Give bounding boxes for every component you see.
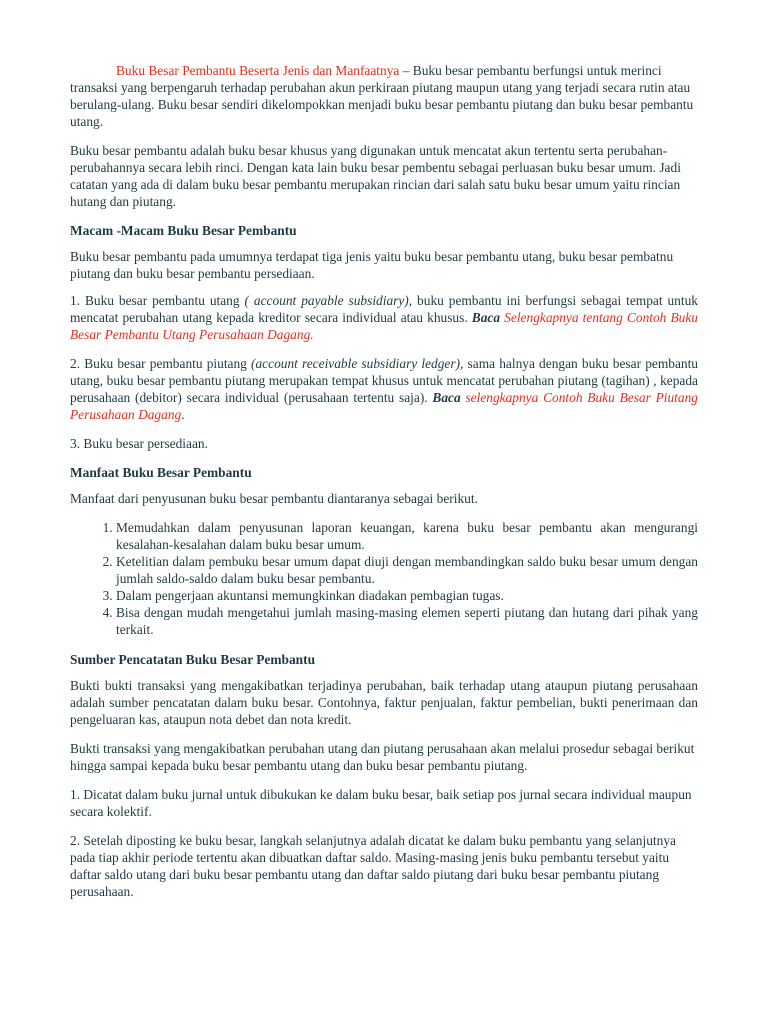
item2-link[interactable]: selengkapnya Contoh Buku Besar Piutang Perusahaan Dagang: [70, 390, 698, 422]
macam-intro: Buku besar pembantu pada umumnya terdapat tiga jenis yaitu buku besar pembantu utang, buku besar pembatnu piutang dan buku besar pembantu persediaan.: [70, 249, 674, 281]
list-item: 3. Dalam pengerjaan akuntansi memungkinkan diadakan pembagian tugas.: [116, 587, 698, 604]
macam-item-1: [70, 292, 698, 343]
heading-sumber: Sumber Pencatatan Buku Besar Pembantu: [70, 652, 316, 667]
item1-link[interactable]: Selengkapnya tentang Contoh Buku Besar Pembantu Utang Perusahaan Dagang.: [70, 310, 698, 342]
intro-text: Buku besar pembantu berfungsi untuk merinci transaksi yang berpengaruh terhadap perubahan akun perkiraan piutang maupun utang yang terjadi secara rutin atau berulang-ulang. Buku besar sendiri dikelompokkan menjadi buku besar pembantu piutang dan buku besar pembantu utang.: [70, 63, 694, 129]
item2-term: (account receivable subsidiary ledger),: [251, 356, 464, 371]
item2-end: .: [181, 407, 185, 422]
item1-term: ( account payable subsidiary),: [244, 293, 413, 308]
document-page: [70, 62, 698, 910]
manfaat-list: [70, 519, 698, 638]
list-item: 2. Ketelitian dalam pembuku besar umum dapat diuji dengan membandingkan saldo buku besar umum dengan jumlah saldo-saldo dalam buku besar pembantu.: [116, 553, 698, 587]
item1-baca: Baca: [471, 310, 501, 325]
item2-lead: 2. Buku besar pembantu piutang: [70, 356, 252, 371]
macam-item-2: [70, 355, 698, 423]
sumber-paragraph-2: Bukti transaksi yang mengakibatkan perubahan utang dan piutang perusahaan akan melalui prosedur sebagai berikut hingga sampai kepada buku besar pembantu utang dan buku besar pembantu piutang.: [70, 741, 695, 773]
item1-lead: 1. Buku besar pembantu utang: [70, 293, 245, 308]
sumber-step-1: 1. Dicatat dalam buku jurnal untuk dibukukan ke dalam buku besar, baik setiap pos jurnal secara individual maupun secara kolektif.: [70, 787, 692, 819]
macam-item-3: 3. Buku besar persediaan.: [70, 436, 208, 451]
item1-body: buku pembantu ini berfungsi sebagai tempat untuk mencatat perubahan utang kepada kreditor secara individual atau khusus.: [70, 293, 698, 325]
item2-baca: Baca: [432, 390, 461, 405]
sumber-paragraph-1: Bukti bukti transaksi yang mengakibatkan terjadinya perubahan, baik terhadap utang ataupun piutang perusahaan adalah sumber pencatatan dalam buku besar. Contohnya, faktur penjualan, faktur pembelian, bukti penerimaan dan pengeluaran kas, ataupun nota debet dan nota kredit.: [70, 678, 698, 727]
definition-paragraph: Buku besar pembantu adalah buku besar khusus yang digunakan untuk mencatat akun tertentu serta perubahan-perubahannya secara lebih rinci. Dengan kata lain buku besar pembentu sebagai perluasan buku besar umum. Jadi catatan yang ada di dalam buku besar pembantu merupakan rincian dari salah satu buku besar umum yaitu rincian hutang dan piutang.: [70, 143, 681, 209]
article-title-link[interactable]: Buku Besar Pembantu Beserta Jenis dan Manfaatnya: [116, 63, 400, 78]
list-item: 4. Bisa dengan mudah mengetahui jumlah masing-masing elemen seperti piutang dan hutang dari pihak yang terkait.: [116, 604, 698, 638]
list-item: 1. Memudahkan dalam penyusunan laporan keuangan, karena buku besar pembantu akan mengurangi kesalahan-kesalahan dalam buku besar umum.: [116, 519, 698, 553]
manfaat-intro: Manfaat dari penyusunan buku besar pembantu diantaranya sebagai berikut.: [70, 491, 478, 506]
heading-macam: Macam -Macam Buku Besar Pembantu: [70, 223, 297, 238]
item2-body: sama halnya dengan buku besar pembantu utang, buku besar pembantu piutang merupakan tempat khusus untuk mencatat perubahan piutang (tagihan) , kepada perusahaan (debitor) secara individual (perusahaan tertentu saja).: [70, 356, 698, 405]
intro-paragraph: [70, 62, 698, 130]
intro-dash: –: [399, 63, 413, 78]
heading-manfaat: Manfaat Buku Besar Pembantu: [70, 465, 252, 480]
sumber-step-2: 2. Setelah diposting ke buku besar, langkah selanjutnya adalah dicatat ke dalam buku pembantu yang selanjutnya pada tiap akhir periode tertentu akan dibuatkan daftar saldo. Masing-masing jenis buku pembantu tersebut yaitu daftar saldo utang dari buku besar pembantu utang dan daftar saldo piutang dari buku besar pembantu piutang perusahaan.: [70, 833, 676, 899]
